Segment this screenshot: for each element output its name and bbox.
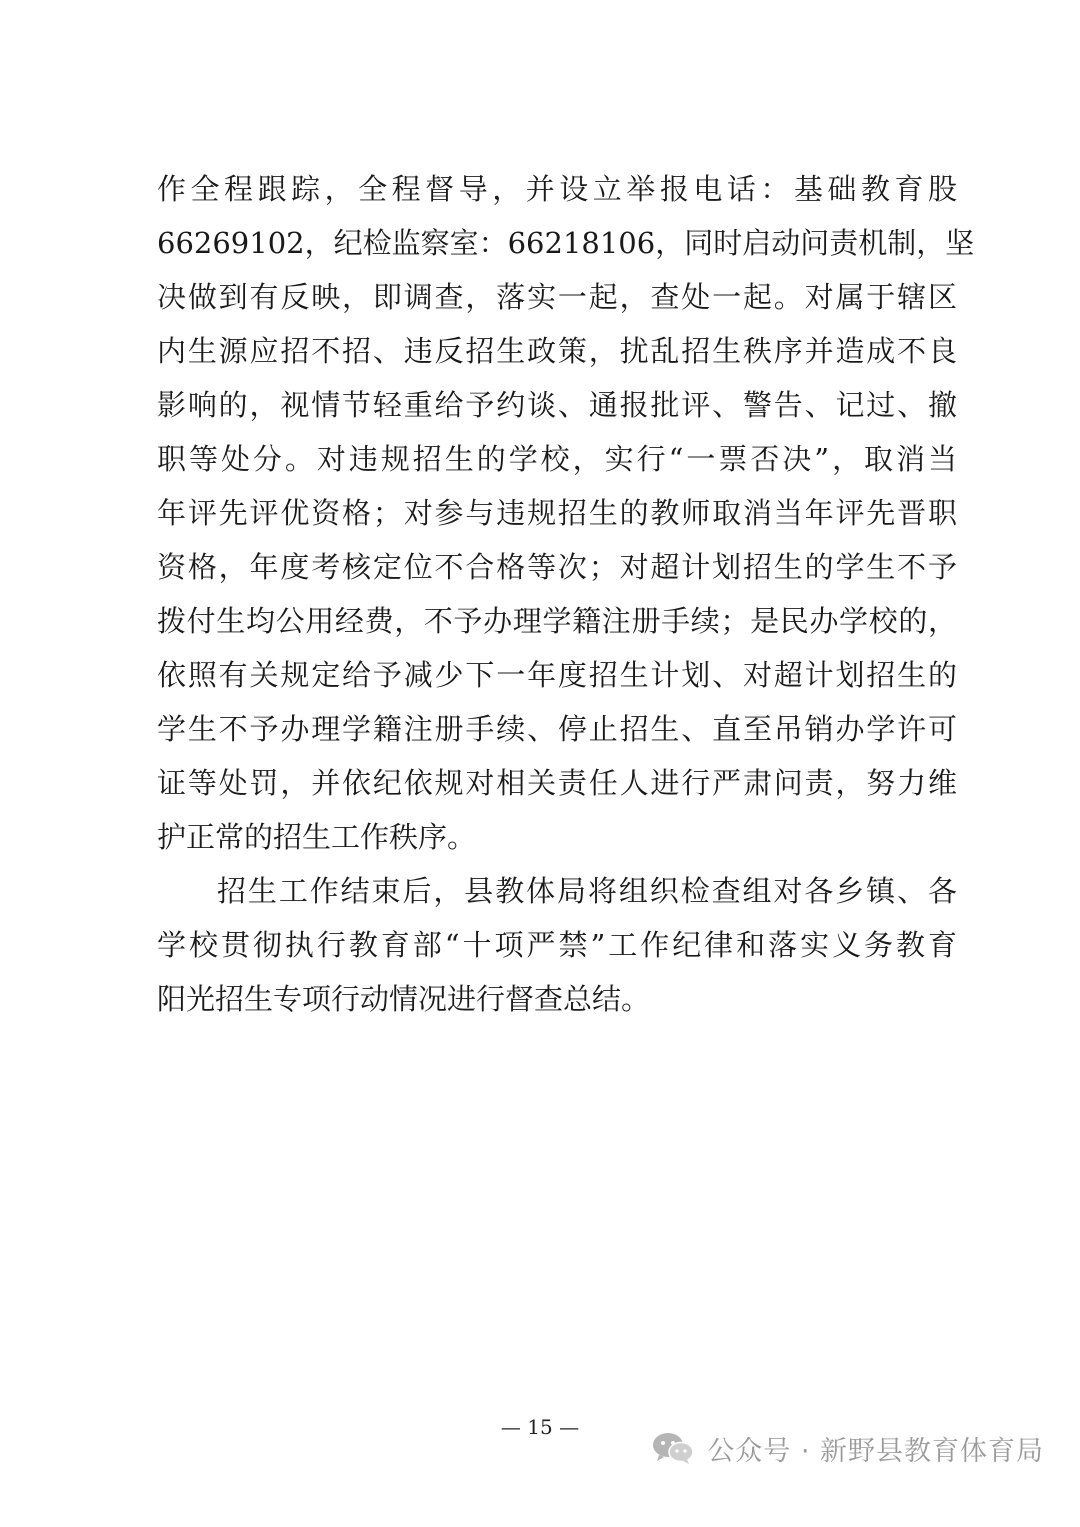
text-line: 职等处分。对违规招生的学校，实行“一票否决”，取消当 [157, 442, 957, 476]
paragraph-2 [157, 864, 957, 1026]
text-line: 依照有关规定给予减少下一年度招生计划、对超计划招生的 [157, 658, 957, 692]
wechat-watermark [651, 1428, 1044, 1468]
watermark-text: 公众号 · 新野县教育体育局 [707, 1435, 1044, 1467]
text-line: 招生工作结束后，县教体局将组织检查组对各乡镇、各 [217, 874, 957, 908]
wechat-icon [651, 1430, 695, 1466]
text-line: 拨付生均公用经费，不予办理学籍注册手续；是民办学校的， [157, 604, 957, 638]
body-text [157, 162, 975, 1026]
text-line: 阳光招生专项行动情况进行督查总结。 [157, 982, 651, 1016]
text-line: 资格，年度考核定位不合格等次；对超计划招生的学生不予 [157, 550, 957, 584]
text-line: 证等处罚，并依纪依规对相关责任人进行严肃问责，努力维 [157, 766, 957, 800]
text-line: 作全程跟踪，全程督导，并设立举报电话：基础教育股 [157, 172, 957, 206]
text-line: 学生不予办理学籍注册手续、停止招生、直至吊销办学许可 [157, 712, 957, 746]
page-number: — 15 — [500, 1415, 580, 1439]
text-line: 66269102，纪检监察室：66218106，同时启动问责机制，坚 [157, 226, 975, 260]
text-line: 学校贯彻执行教育部“十项严禁”工作纪律和落实义务教育 [157, 928, 957, 962]
text-line: 护正常的招生工作秩序。 [157, 820, 477, 854]
text-line: 影响的，视情节轻重给予约谈、通报批评、警告、记过、撤 [157, 388, 957, 422]
text-line: 决做到有反映，即调查，落实一起，查处一起。对属于辖区 [157, 280, 957, 314]
text-line: 年评先评优资格；对参与违规招生的教师取消当年评先晋职 [157, 496, 957, 530]
text-line: 内生源应招不招、违反招生政策，扰乱招生秩序并造成不良 [157, 334, 957, 368]
paragraph-1 [157, 162, 975, 864]
